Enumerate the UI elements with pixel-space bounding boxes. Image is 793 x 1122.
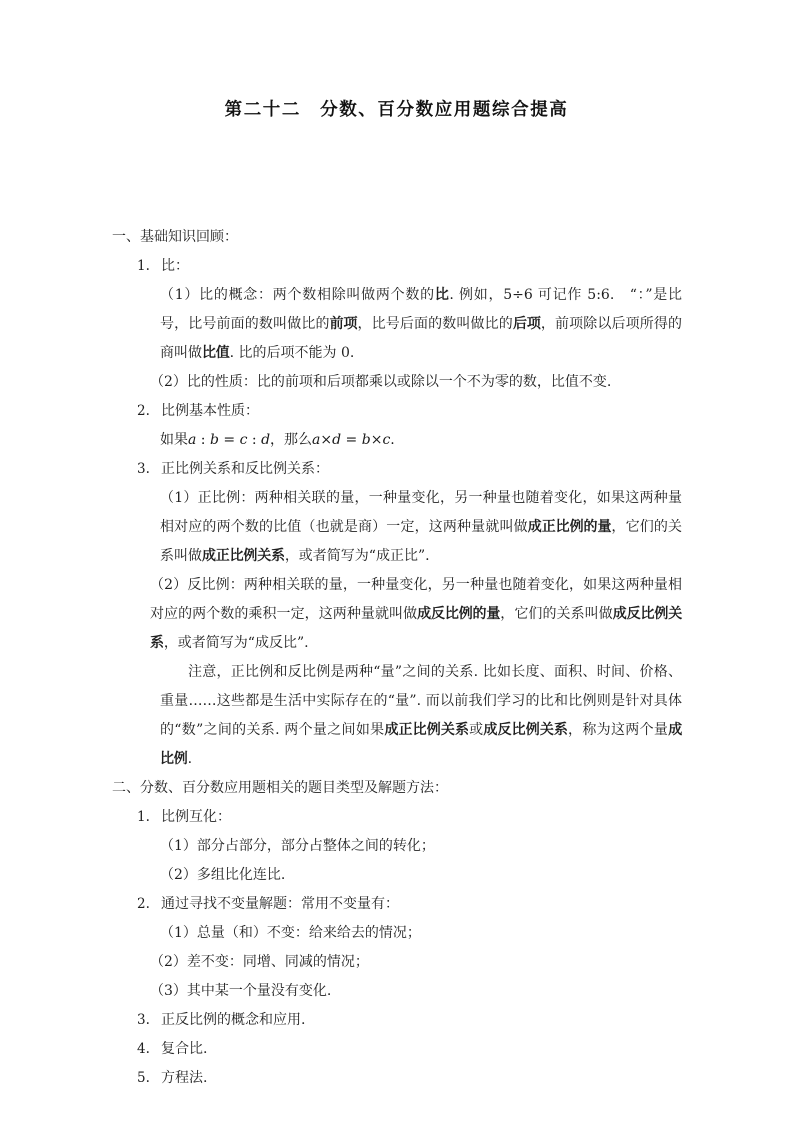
text-run: ，它们的关系叫做	[160, 519, 682, 564]
bold-term-houxiang: 后项	[512, 316, 541, 332]
item-label: 正反比例的概念和应用.	[161, 1012, 306, 1028]
item-label: 比例互化：	[161, 809, 231, 825]
list-item	[137, 252, 682, 281]
paragraph-ratio-property: （2）比的性质：比的前项和后项都乘以或除以一个不为零的数，比值不变.	[150, 374, 612, 390]
list-item	[137, 1064, 682, 1093]
list-item	[137, 397, 682, 426]
math-var-b: b	[361, 432, 371, 448]
text-run: 如果	[160, 432, 188, 448]
bold-term-direct-proportion-relation: 成正比例关系	[384, 722, 470, 738]
math-times: ×	[320, 432, 333, 448]
math-equals: =	[341, 432, 362, 448]
text-run: ，或者简写为“成反比”.	[163, 635, 309, 651]
item-label: 比例基本性质：	[161, 403, 259, 419]
math-var-c: c	[239, 432, 248, 448]
item-label: 方程法.	[161, 1070, 208, 1086]
text-run: . 例如，5÷6 可记作 5:6. “：”是比号，比号前面的数叫做比的	[160, 287, 682, 332]
math-times: ×	[370, 432, 383, 448]
list-item	[137, 1035, 682, 1064]
math-var-d: d	[332, 432, 342, 448]
sub-item: （3）其中某一个量没有变化.	[150, 983, 332, 999]
bold-term-direct-proportion-relation: 成正比例关系	[202, 548, 285, 564]
math-var-c: c	[382, 432, 391, 448]
bold-term-inverse-proportion-quantity: 成反比例的量	[417, 606, 501, 622]
sub-item: （2）多组比化连比.	[160, 867, 286, 883]
section-heading-two: 二、分数、百分数应用题相关的题目类型及解题方法：	[112, 780, 448, 796]
paragraph-ratio-concept	[160, 281, 682, 368]
section-heading-one: 一、基础知识回顾：	[112, 229, 238, 245]
list-item	[137, 803, 682, 832]
item-label: 通过寻找不变量解题：常用不变量有：	[161, 896, 399, 912]
item-label: 复合比.	[161, 1041, 208, 1057]
text-run: ，那么	[270, 432, 313, 448]
item-number: 3.	[137, 1012, 150, 1028]
list-item	[137, 890, 682, 919]
item-number: 5.	[137, 1070, 150, 1086]
item-number: 1.	[137, 258, 150, 274]
text-run: .	[187, 751, 193, 767]
bold-term-bi: 比	[434, 287, 450, 303]
text-run: 或	[469, 722, 484, 738]
bold-term-inverse-proportion-relation: 成反比例关系	[150, 606, 683, 651]
text-run: （2）反比例：两种相关联的量，一种量变化，另一种量也随着变化，如果这两种量相对应的两个数的乘积一定，这两种量就叫做	[150, 577, 682, 622]
formula-proportion-basic	[160, 426, 682, 455]
text-run: （1）比的概念：两个数相除叫做两个数的	[160, 287, 435, 303]
math-var-d: d	[261, 432, 271, 448]
item-label: 正比例关系和反比例关系：	[161, 461, 329, 477]
bold-term-qianxiang: 前项	[329, 316, 358, 332]
bold-term-inverse-proportion-relation: 成反比例关系	[483, 722, 569, 738]
item-number: 4.	[137, 1041, 150, 1057]
paragraph-note	[160, 658, 682, 774]
item-label: 比：	[161, 258, 189, 274]
sub-item: （1）部分占部分，部分占整体之间的转化；	[160, 838, 435, 854]
item-number: 2.	[137, 896, 150, 912]
math-colon: :	[247, 432, 262, 448]
paragraph-inverse-proportion	[150, 571, 682, 658]
math-var-b: b	[209, 432, 219, 448]
bold-term-proportional: 成比例	[160, 722, 682, 767]
list-item	[137, 1006, 682, 1035]
text-run: . 比的后项不能为 0.	[229, 345, 355, 361]
bold-term-bizhi: 比值	[202, 345, 230, 361]
item-number: 3.	[137, 461, 150, 477]
paragraph-direct-proportion	[160, 484, 682, 571]
math-var-a: a	[188, 432, 197, 448]
math-equals: =	[218, 432, 240, 448]
page-title: 第二十二 分数、百分数应用题综合提高	[224, 100, 569, 120]
list-item	[137, 455, 682, 484]
document-body	[112, 223, 682, 1093]
math-colon: :	[196, 432, 210, 448]
bold-term-direct-proportion-quantity: 成正比例的量	[527, 519, 612, 535]
item-number: 2.	[137, 403, 150, 419]
item-number: 1.	[137, 809, 150, 825]
text-run: ，比号后面的数叫做比的	[357, 316, 513, 332]
text-run: 注意，正比例和反比例是两种“量”之间的关系. 比如长度、面积、时间、价格、重量……这些都是生活中实际存在的“量”. 而以前我们学习的比和比例则是针对具体的“数”之间的关系. 两个量之间如果	[160, 664, 682, 738]
text-run: .	[390, 432, 395, 448]
sub-item: （2）差不变：同增、同减的情况；	[150, 954, 369, 970]
text-run: （1）正比例：两种相关联的量，一种量变化，另一种量也随着变化，如果这两种量相对应的两个数的比值（也就是商）一定，这两种量就叫做	[160, 490, 682, 535]
sub-item: （1）总量（和）不变：给来给去的情况；	[160, 925, 421, 941]
text-run: ，称为这两个量	[568, 722, 669, 738]
text-run: ，前项除以后项所得的商叫做	[160, 316, 683, 361]
text-run: ，它们的关系叫做	[500, 606, 613, 622]
math-var-a: a	[312, 432, 321, 448]
text-run: ，或者简写为“成正比”.	[284, 548, 430, 564]
